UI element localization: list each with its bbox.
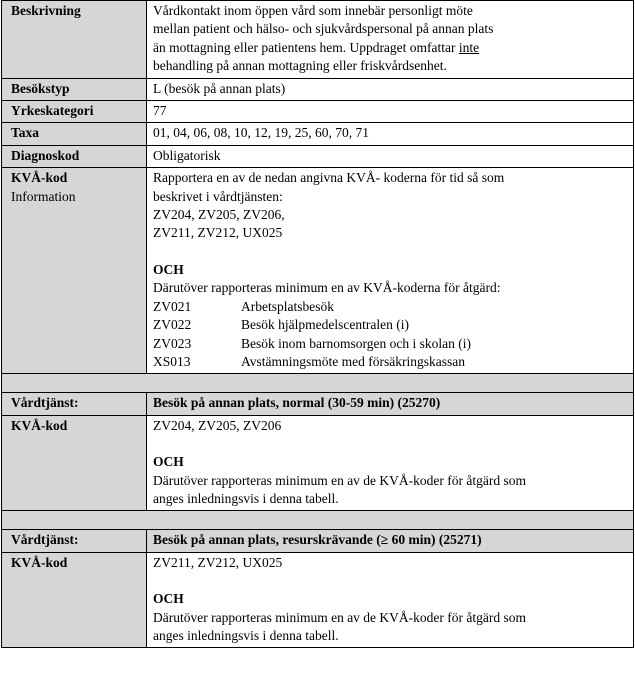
action-code-row: ZV022 Besök hjälpmedelscentralen (i) bbox=[153, 317, 409, 333]
section1-header bbox=[1, 392, 634, 414]
section2-label: Vårdtjänst: bbox=[2, 530, 147, 551]
value-beskrivning: Vårdkontakt inom öppen vård som innebär personligt möte mellan patient och hälso- och sjukvårdspersonal på annan plats än mottagning eller patientens hem. Uppdraget omfattar inte behandling på annan mottagning eller friskvårdsenhet. bbox=[147, 1, 633, 78]
section1-kva-label: KVÅ-kod bbox=[2, 416, 147, 511]
section1-kva-value: ZV204, ZV205, ZV206 OCH Därutöver rapporteras minimum en av de KVÅ-koder för åtgärd som anges inledningsvis i denna tabell. bbox=[147, 416, 633, 511]
value-taxa: 01, 04, 06, 08, 10, 12, 19, 25, 60, 70, 71 bbox=[147, 123, 633, 144]
section2-title: Besök på annan plats, resurskrävande (≥ 60 min) (25271) bbox=[147, 530, 633, 551]
row-kva-information bbox=[1, 167, 634, 373]
row-beskrivning bbox=[1, 0, 634, 78]
label-beskrivning: Beskrivning bbox=[2, 1, 147, 78]
inte-underlined: inte bbox=[458, 39, 480, 55]
section1-kva-row bbox=[1, 415, 634, 511]
value-yrkeskategori: 77 bbox=[147, 101, 633, 122]
value-kva-information: Rapportera en av de nedan angivna KVÅ- koderna för tid så som beskrivet i vårdtjänsten: ZV204, ZV205, ZV206, ZV211, ZV212, UX025 OCH Därutöver rapporteras minimum en av KVÅ-koderna för åtgärd: ZV021 Arbetsplatsbesök ZV022 Besök hjälpmedelscentralen (i) ZV023 Besök inom barnomsorgen och i skolan (i) XS013 Avstämningsmöte med försäkringskassan bbox=[147, 168, 633, 373]
row-taxa bbox=[1, 122, 634, 144]
label-yrkeskategori: Yrkeskategori bbox=[2, 101, 147, 122]
document-table bbox=[1, 0, 634, 648]
section2-kva-label: KVÅ-kod bbox=[2, 553, 147, 648]
row-besokstyp bbox=[1, 78, 634, 100]
section2-kva-value: ZV211, ZV212, UX025 OCH Därutöver rapporteras minimum en av de KVÅ-koder för åtgärd som anges inledningsvis i denna tabell. bbox=[147, 553, 633, 648]
section2-kva-row bbox=[1, 552, 634, 649]
action-code-row: ZV023 Besök inom barnomsorgen och i skolan (i) bbox=[153, 335, 471, 351]
label-besokstyp: Besökstyp bbox=[2, 79, 147, 100]
row-yrkeskategori bbox=[1, 100, 634, 122]
spacer-row bbox=[1, 510, 634, 529]
section1-title: Besök på annan plats, normal (30-59 min) (25270) bbox=[147, 393, 633, 414]
action-code-row: XS013 Avstämningsmöte med försäkringskassan bbox=[153, 353, 465, 369]
row-diagnoskod bbox=[1, 145, 634, 167]
value-diagnoskod: Obligatorisk bbox=[147, 146, 633, 167]
action-code-row: ZV021 Arbetsplatsbesök bbox=[153, 298, 334, 314]
label-taxa: Taxa bbox=[2, 123, 147, 144]
spacer-row bbox=[1, 373, 634, 392]
section1-label: Vårdtjänst: bbox=[2, 393, 147, 414]
value-besokstyp: L (besök på annan plats) bbox=[147, 79, 633, 100]
section2-header bbox=[1, 529, 634, 551]
label-kva-information: KVÅ-kod Information bbox=[2, 168, 147, 373]
label-diagnoskod: Diagnoskod bbox=[2, 146, 147, 167]
